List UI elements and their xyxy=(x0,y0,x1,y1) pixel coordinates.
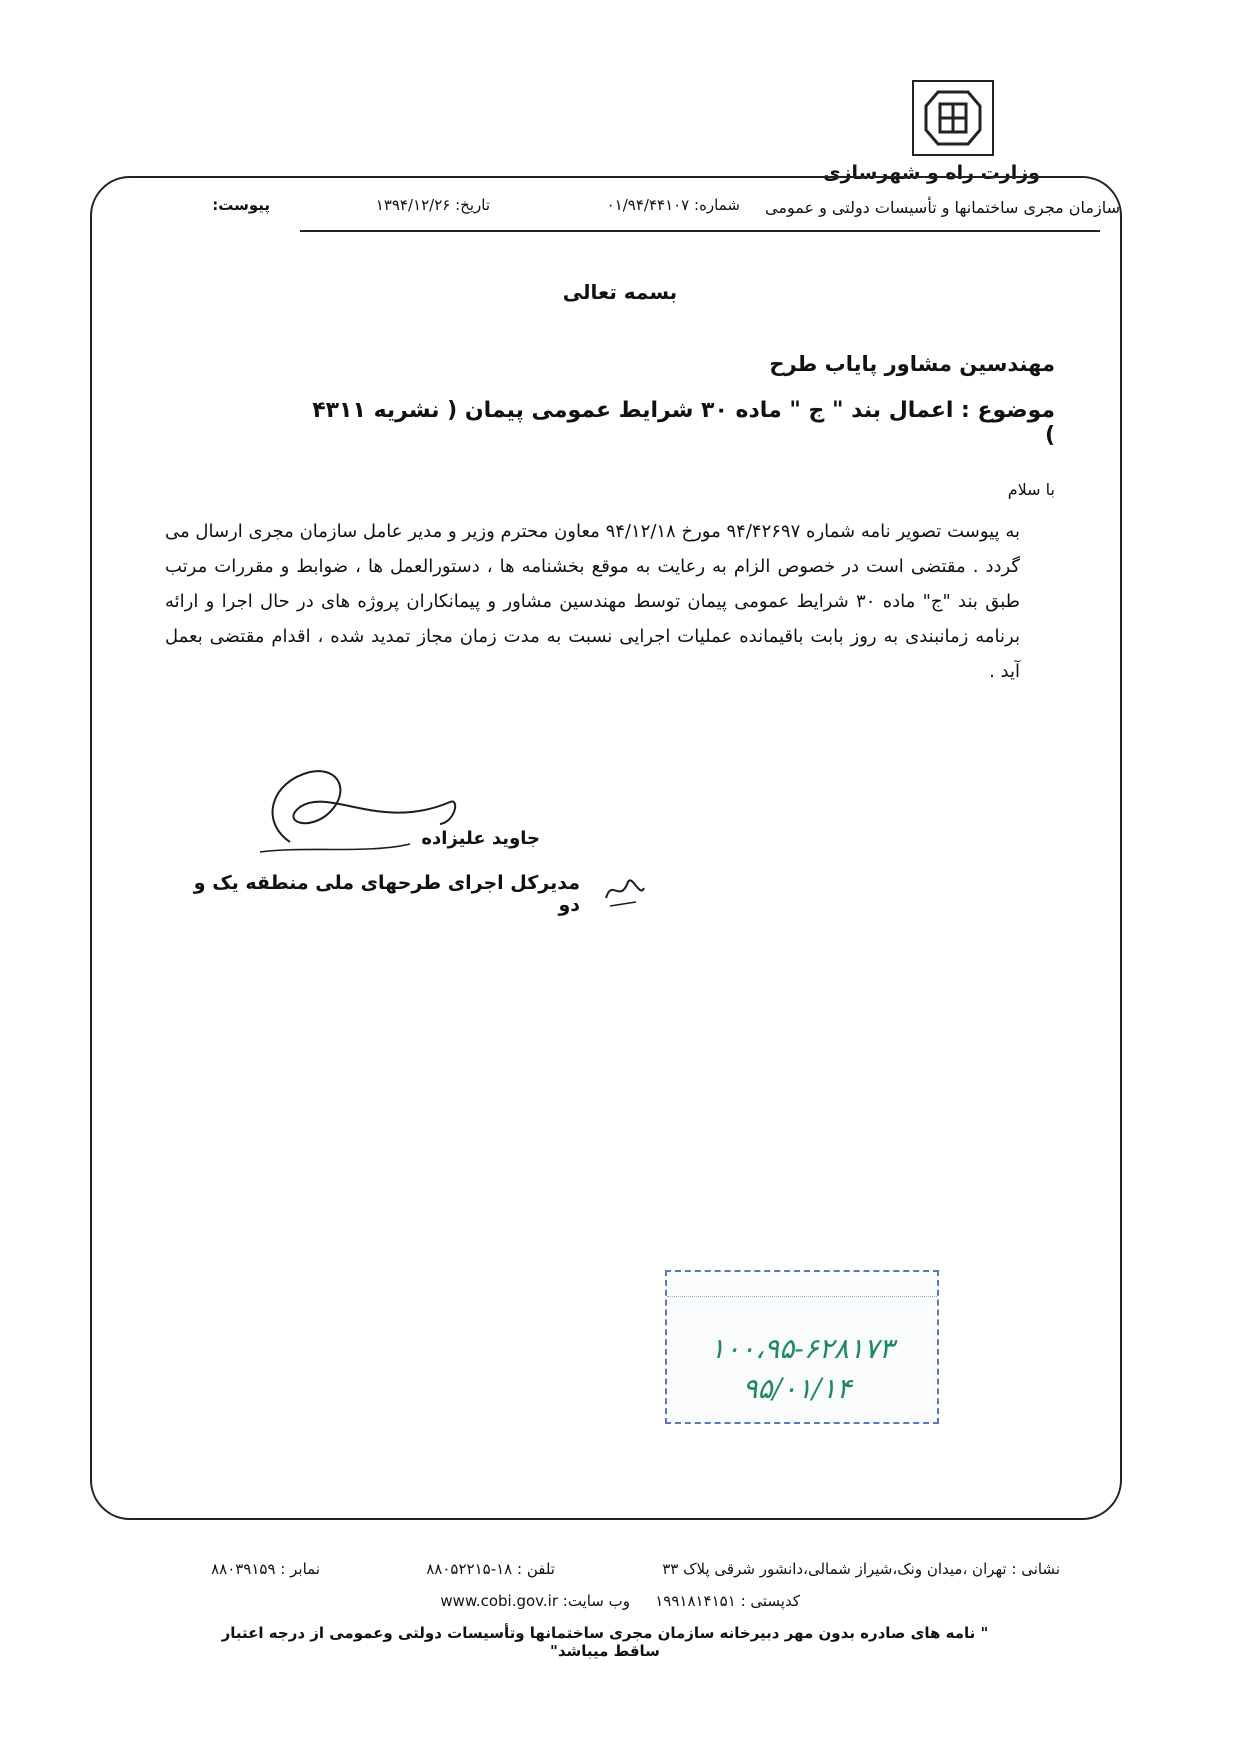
organization-name: سازمان مجری ساختمانها و تأسیسات دولتی و عمومی xyxy=(765,198,1120,217)
letter-attachment: پیوست: xyxy=(212,196,270,214)
signer-name: جاوید علیزاده xyxy=(421,828,540,849)
ministry-name: وزارت راه و شهرسازی xyxy=(823,162,1040,184)
footer-fax: نمابر : ۸۸۰۳۹۱۵۹ xyxy=(211,1560,320,1578)
footer-website: وب سایت: www.cobi.gov.ir xyxy=(440,1592,630,1610)
stamp-registration-number: ۱۰۰،۹۵-۶۲۸۱۷۳ xyxy=(710,1332,894,1365)
footer-phone: تلفن : ۱۸-۸۸۰۵۲۲۱۵ xyxy=(426,1560,555,1578)
basmala: بسمه تعالی xyxy=(562,280,678,304)
meta-divider xyxy=(300,230,1100,232)
signer-title: مدیرکل اجرای طرحهای ملی منطقه یک و دو xyxy=(193,872,580,916)
letter-frame xyxy=(90,176,1122,1520)
greeting: با سلام xyxy=(1007,480,1055,499)
subject-line: موضوع : اعمال بند " ج " ماده ۳۰ شرایط عمومی پیمان ( نشریه ۴۳۱۱ ) xyxy=(312,398,1055,448)
stamp-registration-date: ۹۵/۰۱/۱۴ xyxy=(742,1372,852,1405)
handwritten-initials xyxy=(600,868,650,912)
footer-postcode: کدپستی : ۱۹۹۱۸۱۴۱۵۱ xyxy=(655,1592,800,1610)
letter-number: شماره: ۰۱/۹۴/۴۴۱۰۷ xyxy=(606,196,740,214)
organization-logo-icon xyxy=(912,80,994,156)
footer-validity-note: " نامه های صادره بدون مهر دبیرخانه سازمان مجری ساختمانها وتأسیسات دولتی وعمومی از درجه اعتبار ساقط میباشد" xyxy=(221,1624,989,1660)
footer-address: نشانی : تهران ،میدان ونک،شیراز شمالی،دانشور شرقی پلاک ۳۳ xyxy=(662,1560,1060,1578)
letter-date: تاریخ: ۱۳۹۴/۱۲/۲۶ xyxy=(375,196,490,214)
body-paragraph: به پیوست تصویر نامه شماره ۹۴/۴۲۶۹۷ مورخ ۹۴/۱۲/۱۸ معاون محترم وزیر و مدیر عامل سازمان مجری ارسال می گردد . مقتضی است در خصوص الزام به رعایت به موقع بخشنامه ها ، دستورالعمل ها ، ضوابط و مقررات مرتب طبق بند "ج" ماده ۳۰ شرایط عمومی پیمان توسط مهندسین مشاور و پیمانکاران پروژه های در حال اجرا و ارائه برنامه زمانبندی به روز بابت باقیمانده عملیات اجرایی نسبت به مدت زمان مجاز تمدید شده ، اقدام مقتضی بعمل آید . xyxy=(165,521,1021,682)
recipient: مهندسین مشاور پایاب طرح xyxy=(769,352,1055,376)
stamp-header-band xyxy=(667,1276,937,1297)
registry-stamp xyxy=(665,1270,939,1424)
